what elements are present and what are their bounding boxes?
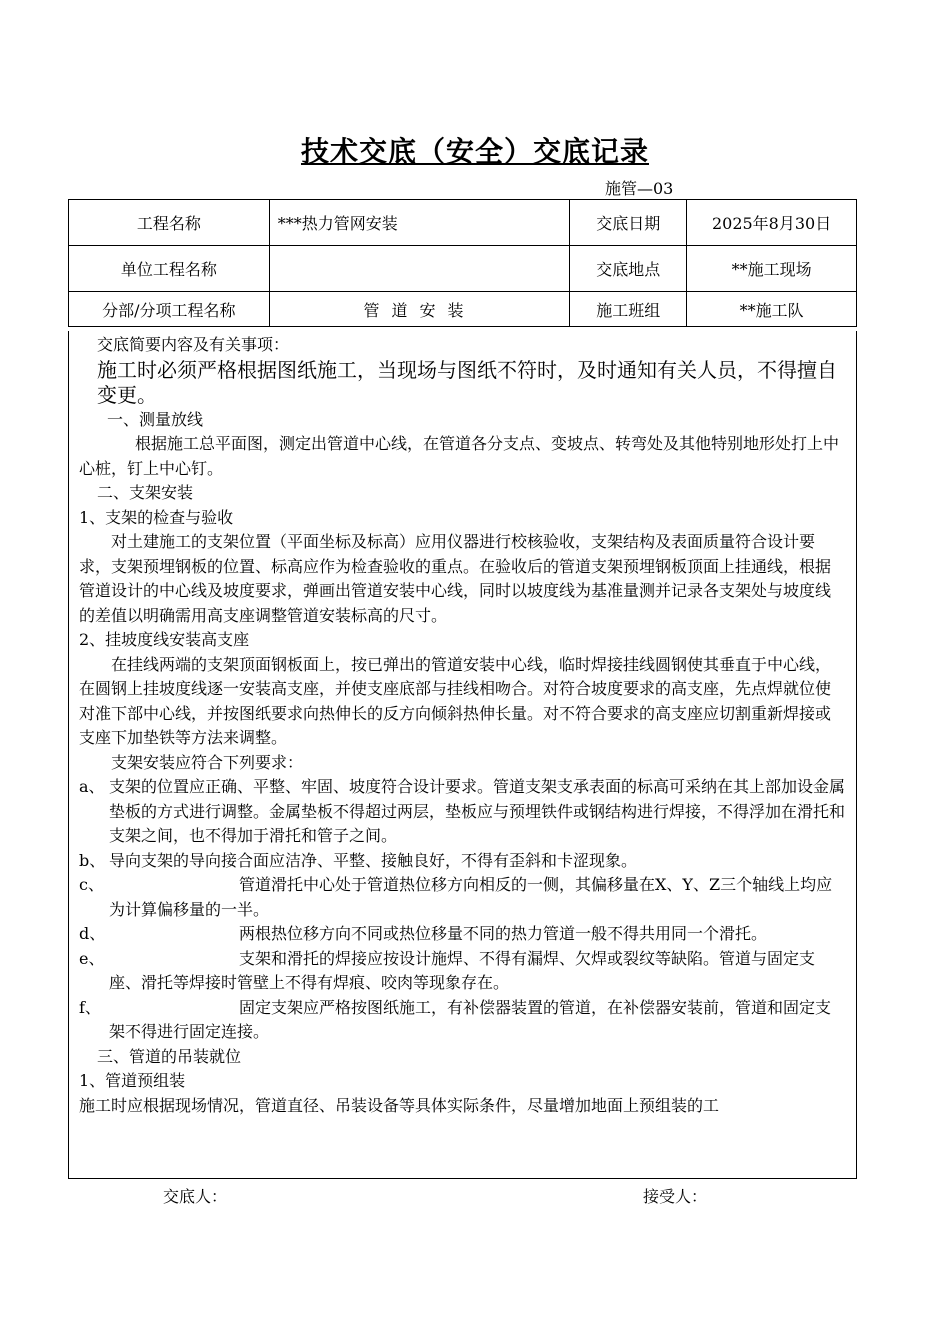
item-text: 管道滑托中心处于管道热位移方向相反的一侧，其偏移量在X、Y、Z三个轴线上均应为计算偏移量的一半。	[109, 875, 833, 919]
requirement-item	[79, 947, 846, 996]
item-label: c、	[79, 875, 104, 894]
requirements-title: 支架安装应符合下列要求：	[111, 752, 304, 772]
unit-project-value	[269, 246, 570, 292]
item-text: 两根热位移方向不同或热位移量不同的热力管道一般不得共用同一个滑托。	[239, 924, 768, 943]
item-text: 固定支架应严格按图纸施工，有补偿器装置的管道，在补偿器安装前，管道和固定支架不得进行固定连接。	[109, 997, 832, 1041]
project-name-label: 工程名称	[69, 200, 270, 246]
document-title: 技术交底（安全）交底记录	[300, 135, 649, 168]
section-3-1-text: 施工时应根据现场情况，管道直径、吊装设备等具体实际条件，尽量增加地面上预组装的工	[79, 1095, 720, 1115]
header-table	[68, 199, 857, 327]
item-text: 支架和滑托的焊接应按设计施焊、不得有漏焊、欠焊或裂纹等缺陷。管道与固定支座、滑托等焊接时管壁上不得有焊痕、咬肉等现象存在。	[109, 948, 816, 992]
section-2-1-text: 对土建施工的支架位置（平面坐标及标高）应用仪器进行校核验收，支架结构及表面质量符合设计要求，支架预埋钢板的位置、标高应作为检查验收的重点。在验收后的管道支架预埋钢板顶面上挂通线，根据管道设计的中心线及坡度要求，弹画出管道安装中心线，同时以坡度线为基准量测并记录各支架处与坡度线的差值以明确需用高支座调整管道安装标高的尺寸。	[79, 532, 832, 625]
section-2-title: 二、支架安装	[97, 483, 194, 502]
document-number: 施管—03	[605, 179, 674, 198]
item-text: 导向支架的导向接合面应洁净、平整、接触良好，不得有歪斜和卡涩现象。	[109, 850, 638, 870]
header-row-section	[69, 292, 857, 327]
section-1-title: 一、测量放线	[107, 409, 204, 429]
section-value: 管道安装	[269, 292, 570, 327]
team-value: **施工队	[687, 292, 857, 327]
section-2-2-title: 2、挂坡度线安装高支座	[79, 630, 250, 649]
section-2-2-text: 在挂线两端的支架顶面钢板面上，按已弹出的管道安装中心线，临时焊接挂线圆钢使其垂直于中心线，在圆钢上挂坡度线逐一安装高支座，并使支座底部与挂线相吻合。对符合坡度要求的高支座，先点焊就位使对准下部中心线，并按图纸要求向热伸长的反方向倾斜热伸长量。对不符合要求的高支座应切割重新焊接或支座下加垫铁等方法来调整。	[79, 654, 832, 747]
intro-text: 施工时必须严格根据图纸施工，当现场与图纸不符时，及时通知有关人员，不得擅自变更。	[97, 357, 837, 407]
item-label: d、	[79, 924, 106, 943]
receiver-label: 接受人：	[643, 1187, 708, 1206]
item-label: b、	[79, 850, 106, 870]
section-3-title: 三、管道的吊装就位	[97, 1046, 242, 1066]
item-label: a、	[79, 777, 105, 796]
requirement-item	[79, 922, 846, 947]
requirement-item	[79, 873, 846, 922]
date-label: 交底日期	[570, 200, 687, 246]
section-3-1-title: 1、管道预组装	[79, 1071, 186, 1090]
section-label: 分部/分项工程名称	[69, 292, 270, 327]
requirement-item	[79, 775, 846, 849]
unit-project-label: 单位工程名称	[69, 246, 270, 292]
item-label: e、	[79, 948, 105, 968]
item-label: f、	[79, 997, 101, 1017]
place-label: 交底地点	[570, 246, 687, 292]
giver-label: 交底人：	[163, 1187, 228, 1206]
requirement-item	[79, 849, 846, 874]
header-row-project	[69, 200, 857, 246]
date-value: 2025年8月30日	[687, 200, 857, 246]
project-name-value: ***热力管网安装	[269, 200, 570, 246]
content-box	[68, 331, 857, 1179]
intro-label: 交底简要内容及有关事项：	[97, 335, 290, 354]
requirement-item	[79, 996, 846, 1045]
header-row-unit	[69, 246, 857, 292]
place-value: **施工现场	[687, 246, 857, 292]
team-label: 施工班组	[570, 292, 687, 327]
section-2-1-title: 1、支架的检查与验收	[79, 507, 234, 527]
item-text: 支架的位置应正确、平整、牢固、坡度符合设计要求。管道支架支承表面的标高可采纳在其上部加设金属垫板的方式进行调整。金属垫板不得超过两层，垫板应与预埋铁件或钢结构进行焊接，不得浮加在滑托和支架之间，也不得加于滑托和管子之间。	[109, 777, 846, 845]
section-1-text: 根据施工总平面图，测定出管道中心线，在管道各分支点、变坡点、转弯处及其他特别地形处打上中心桩，钉上中心钉。	[79, 434, 840, 478]
